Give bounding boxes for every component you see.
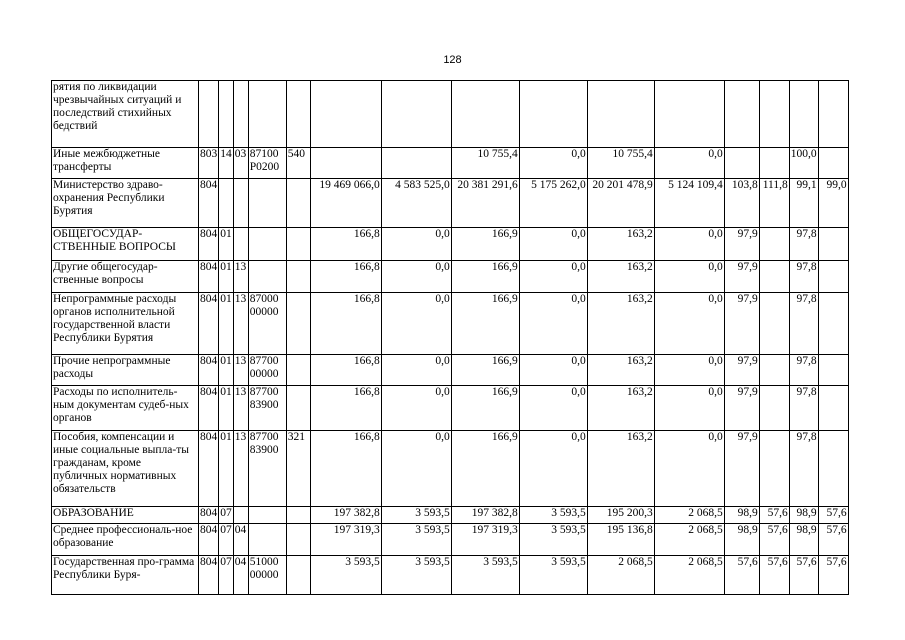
approved-total: 166,9 bbox=[451, 431, 519, 507]
pct-1: 98,9 bbox=[724, 507, 759, 524]
pct-2 bbox=[759, 228, 789, 261]
approved-federal: 0,0 bbox=[519, 148, 587, 179]
approved-total: 166,9 bbox=[451, 228, 519, 261]
executed-total: 163,2 bbox=[587, 228, 654, 261]
plan-federal: 4 583 525,0 bbox=[381, 179, 451, 228]
pct-2 bbox=[759, 431, 789, 507]
plan-total: 197 382,8 bbox=[310, 507, 381, 524]
pr-code: 13 bbox=[233, 293, 248, 355]
rz-code: 07 bbox=[219, 507, 234, 524]
row-name: ОБЩЕГОСУДАР-СТВЕННЫЕ ВОПРОСЫ bbox=[52, 228, 199, 261]
csr-code: 87700 83900 bbox=[248, 431, 286, 507]
approved-total: 20 381 291,6 bbox=[451, 179, 519, 228]
gr-code: 803 bbox=[199, 148, 219, 179]
executed-federal bbox=[654, 81, 724, 148]
pct-2 bbox=[759, 386, 789, 431]
vr-code: 540 bbox=[286, 148, 310, 179]
row-name: Расходы по исполнитель-ным документам судеб-ных органов bbox=[52, 386, 199, 431]
executed-total: 10 755,4 bbox=[587, 148, 654, 179]
rz-code: 14 bbox=[219, 148, 234, 179]
executed-federal: 0,0 bbox=[654, 431, 724, 507]
pct-1: 98,9 bbox=[724, 524, 759, 556]
approved-federal: 3 593,5 bbox=[519, 524, 587, 556]
approved-federal: 0,0 bbox=[519, 355, 587, 386]
executed-total: 163,2 bbox=[587, 261, 654, 293]
pct-1: 97,9 bbox=[724, 293, 759, 355]
pct-4 bbox=[818, 431, 848, 507]
pct-2 bbox=[759, 81, 789, 148]
plan-federal bbox=[381, 81, 451, 148]
plan-total: 166,8 bbox=[310, 228, 381, 261]
plan-federal bbox=[381, 148, 451, 179]
row-name: Иные межбюджетные трансферты bbox=[52, 148, 199, 179]
executed-federal: 5 124 109,4 bbox=[654, 179, 724, 228]
rz-code bbox=[219, 81, 234, 148]
executed-federal: 0,0 bbox=[654, 355, 724, 386]
approved-federal: 0,0 bbox=[519, 431, 587, 507]
executed-total: 195 136,8 bbox=[587, 524, 654, 556]
pct-1: 97,9 bbox=[724, 431, 759, 507]
plan-total: 166,8 bbox=[310, 355, 381, 386]
executed-total: 163,2 bbox=[587, 355, 654, 386]
approved-federal: 0,0 bbox=[519, 261, 587, 293]
pct-2 bbox=[759, 355, 789, 386]
pct-4 bbox=[818, 148, 848, 179]
plan-federal: 3 593,5 bbox=[381, 524, 451, 556]
pct-3: 97,8 bbox=[789, 355, 818, 386]
pct-2: 111,8 bbox=[759, 179, 789, 228]
table-row bbox=[52, 386, 849, 431]
table-row bbox=[52, 431, 849, 507]
executed-total: 163,2 bbox=[587, 386, 654, 431]
gr-code: 804 bbox=[199, 179, 219, 228]
table-row bbox=[52, 148, 849, 179]
pct-4: 99,0 bbox=[818, 179, 848, 228]
vr-code bbox=[286, 179, 310, 228]
table-body bbox=[52, 81, 849, 595]
executed-total: 163,2 bbox=[587, 293, 654, 355]
gr-code: 804 bbox=[199, 355, 219, 386]
vr-code bbox=[286, 293, 310, 355]
row-name: ОБРАЗОВАНИЕ bbox=[52, 507, 199, 524]
approved-total: 197 382,8 bbox=[451, 507, 519, 524]
vr-code: 321 bbox=[286, 431, 310, 507]
pct-4: 57,6 bbox=[818, 507, 848, 524]
executed-total bbox=[587, 81, 654, 148]
pct-3: 97,8 bbox=[789, 228, 818, 261]
gr-code: 804 bbox=[199, 293, 219, 355]
executed-federal: 0,0 bbox=[654, 293, 724, 355]
pr-code: 13 bbox=[233, 261, 248, 293]
table-row bbox=[52, 81, 849, 148]
plan-federal: 0,0 bbox=[381, 431, 451, 507]
budget-table bbox=[51, 80, 849, 595]
rz-code: 07 bbox=[219, 524, 234, 556]
rz-code bbox=[219, 179, 234, 228]
approved-federal: 3 593,5 bbox=[519, 556, 587, 595]
gr-code: 804 bbox=[199, 261, 219, 293]
plan-total: 3 593,5 bbox=[310, 556, 381, 595]
executed-federal: 0,0 bbox=[654, 228, 724, 261]
gr-code: 804 bbox=[199, 507, 219, 524]
pr-code: 13 bbox=[233, 386, 248, 431]
plan-federal: 3 593,5 bbox=[381, 556, 451, 595]
csr-code: 87700 83900 bbox=[248, 386, 286, 431]
row-name: Прочие непрограммные расходы bbox=[52, 355, 199, 386]
approved-federal: 0,0 bbox=[519, 386, 587, 431]
approved-federal: 5 175 262,0 bbox=[519, 179, 587, 228]
csr-code: 87700 00000 bbox=[248, 355, 286, 386]
executed-total: 2 068,5 bbox=[587, 556, 654, 595]
pct-1: 57,6 bbox=[724, 556, 759, 595]
pct-1: 97,9 bbox=[724, 261, 759, 293]
table-row bbox=[52, 228, 849, 261]
vr-code bbox=[286, 261, 310, 293]
csr-code bbox=[248, 507, 286, 524]
approved-total: 166,9 bbox=[451, 355, 519, 386]
approved-federal: 0,0 bbox=[519, 228, 587, 261]
pct-3: 97,8 bbox=[789, 386, 818, 431]
vr-code bbox=[286, 386, 310, 431]
table-row bbox=[52, 293, 849, 355]
csr-code bbox=[248, 261, 286, 293]
csr-code: 87100 P0200 bbox=[248, 148, 286, 179]
pr-code: 13 bbox=[233, 431, 248, 507]
pr-code: 04 bbox=[233, 556, 248, 595]
approved-federal bbox=[519, 81, 587, 148]
pct-2 bbox=[759, 148, 789, 179]
pct-3: 98,9 bbox=[789, 507, 818, 524]
rz-code: 01 bbox=[219, 261, 234, 293]
table-row bbox=[52, 524, 849, 556]
pct-3 bbox=[789, 81, 818, 148]
pr-code bbox=[233, 228, 248, 261]
executed-federal: 0,0 bbox=[654, 148, 724, 179]
executed-federal: 0,0 bbox=[654, 261, 724, 293]
approved-total: 3 593,5 bbox=[451, 556, 519, 595]
pct-2: 57,6 bbox=[759, 556, 789, 595]
row-name: Государственная про-грамма Республики Буря- bbox=[52, 556, 199, 595]
pr-code: 04 bbox=[233, 524, 248, 556]
pct-2 bbox=[759, 261, 789, 293]
gr-code bbox=[199, 81, 219, 148]
plan-total: 166,8 bbox=[310, 431, 381, 507]
pct-4 bbox=[818, 228, 848, 261]
row-name: рятия по ликвидации чрезвычайных ситуаций и последствий стихийных бедствий bbox=[52, 81, 199, 148]
pct-1: 97,9 bbox=[724, 355, 759, 386]
gr-code: 804 bbox=[199, 524, 219, 556]
plan-total bbox=[310, 148, 381, 179]
rz-code: 01 bbox=[219, 293, 234, 355]
pct-4 bbox=[818, 293, 848, 355]
plan-federal: 0,0 bbox=[381, 293, 451, 355]
csr-code bbox=[248, 81, 286, 148]
approved-total: 166,9 bbox=[451, 386, 519, 431]
pct-3: 97,8 bbox=[789, 261, 818, 293]
approved-total bbox=[451, 81, 519, 148]
pct-4 bbox=[818, 81, 848, 148]
csr-code: 87000 00000 bbox=[248, 293, 286, 355]
plan-total bbox=[310, 81, 381, 148]
vr-code bbox=[286, 556, 310, 595]
approved-total: 197 319,3 bbox=[451, 524, 519, 556]
vr-code bbox=[286, 355, 310, 386]
table-row bbox=[52, 355, 849, 386]
csr-code bbox=[248, 179, 286, 228]
pct-3: 98,9 bbox=[789, 524, 818, 556]
row-name: Министерство здраво-охранения Республики Бурятия bbox=[52, 179, 199, 228]
pct-4 bbox=[818, 355, 848, 386]
gr-code: 804 bbox=[199, 228, 219, 261]
rz-code: 01 bbox=[219, 431, 234, 507]
pct-2: 57,6 bbox=[759, 507, 789, 524]
pct-3: 99,1 bbox=[789, 179, 818, 228]
table-row bbox=[52, 556, 849, 595]
gr-code: 804 bbox=[199, 386, 219, 431]
executed-total: 163,2 bbox=[587, 431, 654, 507]
approved-federal: 0,0 bbox=[519, 293, 587, 355]
plan-federal: 0,0 bbox=[381, 355, 451, 386]
rz-code: 07 bbox=[219, 556, 234, 595]
pct-4: 57,6 bbox=[818, 524, 848, 556]
pr-code: 13 bbox=[233, 355, 248, 386]
pr-code bbox=[233, 179, 248, 228]
plan-total: 166,8 bbox=[310, 293, 381, 355]
rz-code: 01 bbox=[219, 386, 234, 431]
pct-3: 97,8 bbox=[789, 293, 818, 355]
plan-federal: 0,0 bbox=[381, 261, 451, 293]
pct-4 bbox=[818, 386, 848, 431]
pct-1 bbox=[724, 148, 759, 179]
plan-total: 166,8 bbox=[310, 261, 381, 293]
pct-3: 57,6 bbox=[789, 556, 818, 595]
plan-federal: 3 593,5 bbox=[381, 507, 451, 524]
vr-code bbox=[286, 524, 310, 556]
pct-1: 97,9 bbox=[724, 386, 759, 431]
pct-1: 97,9 bbox=[724, 228, 759, 261]
rz-code: 01 bbox=[219, 228, 234, 261]
pr-code: 03 bbox=[233, 148, 248, 179]
pct-4 bbox=[818, 261, 848, 293]
executed-federal: 0,0 bbox=[654, 386, 724, 431]
pct-1: 103,8 bbox=[724, 179, 759, 228]
csr-code bbox=[248, 524, 286, 556]
pr-code bbox=[233, 507, 248, 524]
plan-federal: 0,0 bbox=[381, 228, 451, 261]
row-name: Другие общегосудар-ственные вопросы bbox=[52, 261, 199, 293]
executed-federal: 2 068,5 bbox=[654, 507, 724, 524]
page-number: 128 bbox=[443, 54, 462, 66]
row-name: Среднее профессиональ-ное образование bbox=[52, 524, 199, 556]
table-row bbox=[52, 179, 849, 228]
table-row bbox=[52, 261, 849, 293]
pct-3: 97,8 bbox=[789, 431, 818, 507]
rz-code: 01 bbox=[219, 355, 234, 386]
pr-code bbox=[233, 81, 248, 148]
pct-2 bbox=[759, 293, 789, 355]
pct-1 bbox=[724, 81, 759, 148]
approved-total: 166,9 bbox=[451, 293, 519, 355]
table-row bbox=[52, 507, 849, 524]
pct-4: 57,6 bbox=[818, 556, 848, 595]
vr-code bbox=[286, 81, 310, 148]
executed-total: 20 201 478,9 bbox=[587, 179, 654, 228]
csr-code: 51000 00000 bbox=[248, 556, 286, 595]
row-name: Непрограммные расходы органов исполнительной государственной власти Республики Бурятия bbox=[52, 293, 199, 355]
gr-code: 804 bbox=[199, 556, 219, 595]
gr-code: 804 bbox=[199, 431, 219, 507]
executed-total: 195 200,3 bbox=[587, 507, 654, 524]
vr-code bbox=[286, 507, 310, 524]
approved-total: 10 755,4 bbox=[451, 148, 519, 179]
row-name: Пособия, компенсации и иные социальные выпла-ты гражданам, кроме публичных нормативных обязательств bbox=[52, 431, 199, 507]
plan-total: 19 469 066,0 bbox=[310, 179, 381, 228]
plan-total: 197 319,3 bbox=[310, 524, 381, 556]
approved-federal: 3 593,5 bbox=[519, 507, 587, 524]
pct-2: 57,6 bbox=[759, 524, 789, 556]
plan-total: 166,8 bbox=[310, 386, 381, 431]
csr-code bbox=[248, 228, 286, 261]
vr-code bbox=[286, 228, 310, 261]
executed-federal: 2 068,5 bbox=[654, 524, 724, 556]
executed-federal: 2 068,5 bbox=[654, 556, 724, 595]
plan-federal: 0,0 bbox=[381, 386, 451, 431]
pct-3: 100,0 bbox=[789, 148, 818, 179]
approved-total: 166,9 bbox=[451, 261, 519, 293]
